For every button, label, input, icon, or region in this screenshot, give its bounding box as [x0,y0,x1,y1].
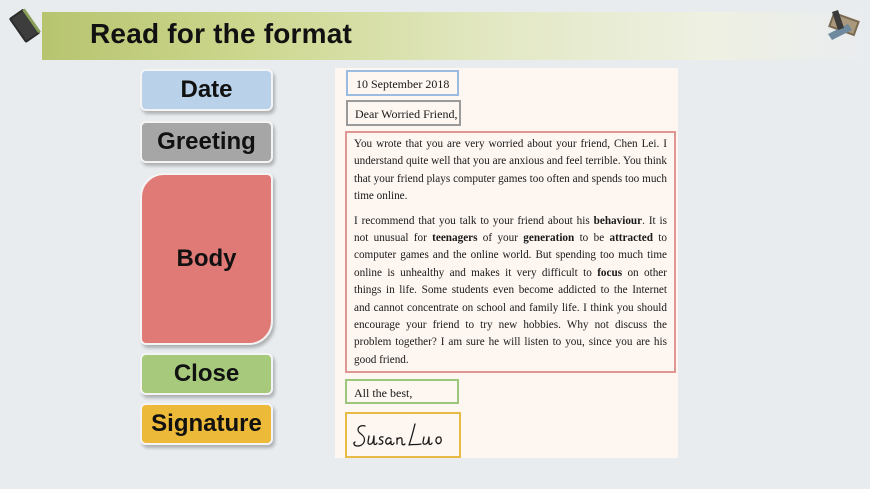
p2-text-6: on other things in life. Some students even become addicted to the Internet and cannot concentrate on school and family life. I think you should encourage your friend to try new hobbies. Why not discuss the problem together? I am sure he will listen to you, since you are his good friend. [354,266,667,366]
label-date: Date [140,69,273,111]
keyword-attracted: attracted [609,232,653,245]
keyword-behaviour: behaviour [593,214,643,227]
keyword-generation: generation [523,232,575,245]
keyword-focus: focus [597,266,623,279]
handwritten-signature [351,418,457,454]
label-signature: Signature [140,403,273,445]
letter-body [345,131,676,373]
letter-document [335,68,678,458]
letter-close: All the best, [345,379,459,404]
keyword-teenagers: teenagers [432,232,478,245]
body-paragraph-1: You wrote that you are very worried about your friend, Chen Lei. I understand quite well that you are anxious and feel terrible. You think that your friend plays computer games too often and spends too much time online. [354,138,667,203]
p2-text-4: to be [574,232,610,245]
p2-text-2: . It is not unusual for [354,214,668,245]
label-greeting: Greeting [140,121,273,163]
p2-text-3: of your [477,232,524,245]
p2-text-1: I recommend that you talk to your friend about his [354,214,594,227]
book-icon [6,6,46,46]
body-paragraph-2 [354,213,667,370]
letter-date: 10 September 2018 [346,70,459,96]
p2-text-5: to computer games and the online world. But spending too much time online is unhealthy and makes it very difficult to [354,232,667,279]
label-close: Close [140,353,273,395]
page-title: Read for the format [90,18,353,49]
stamp-icon [822,4,866,44]
letter-greeting: Dear Worried Friend, [346,100,461,126]
letter-signature [345,412,461,458]
label-body: Body [140,173,273,345]
